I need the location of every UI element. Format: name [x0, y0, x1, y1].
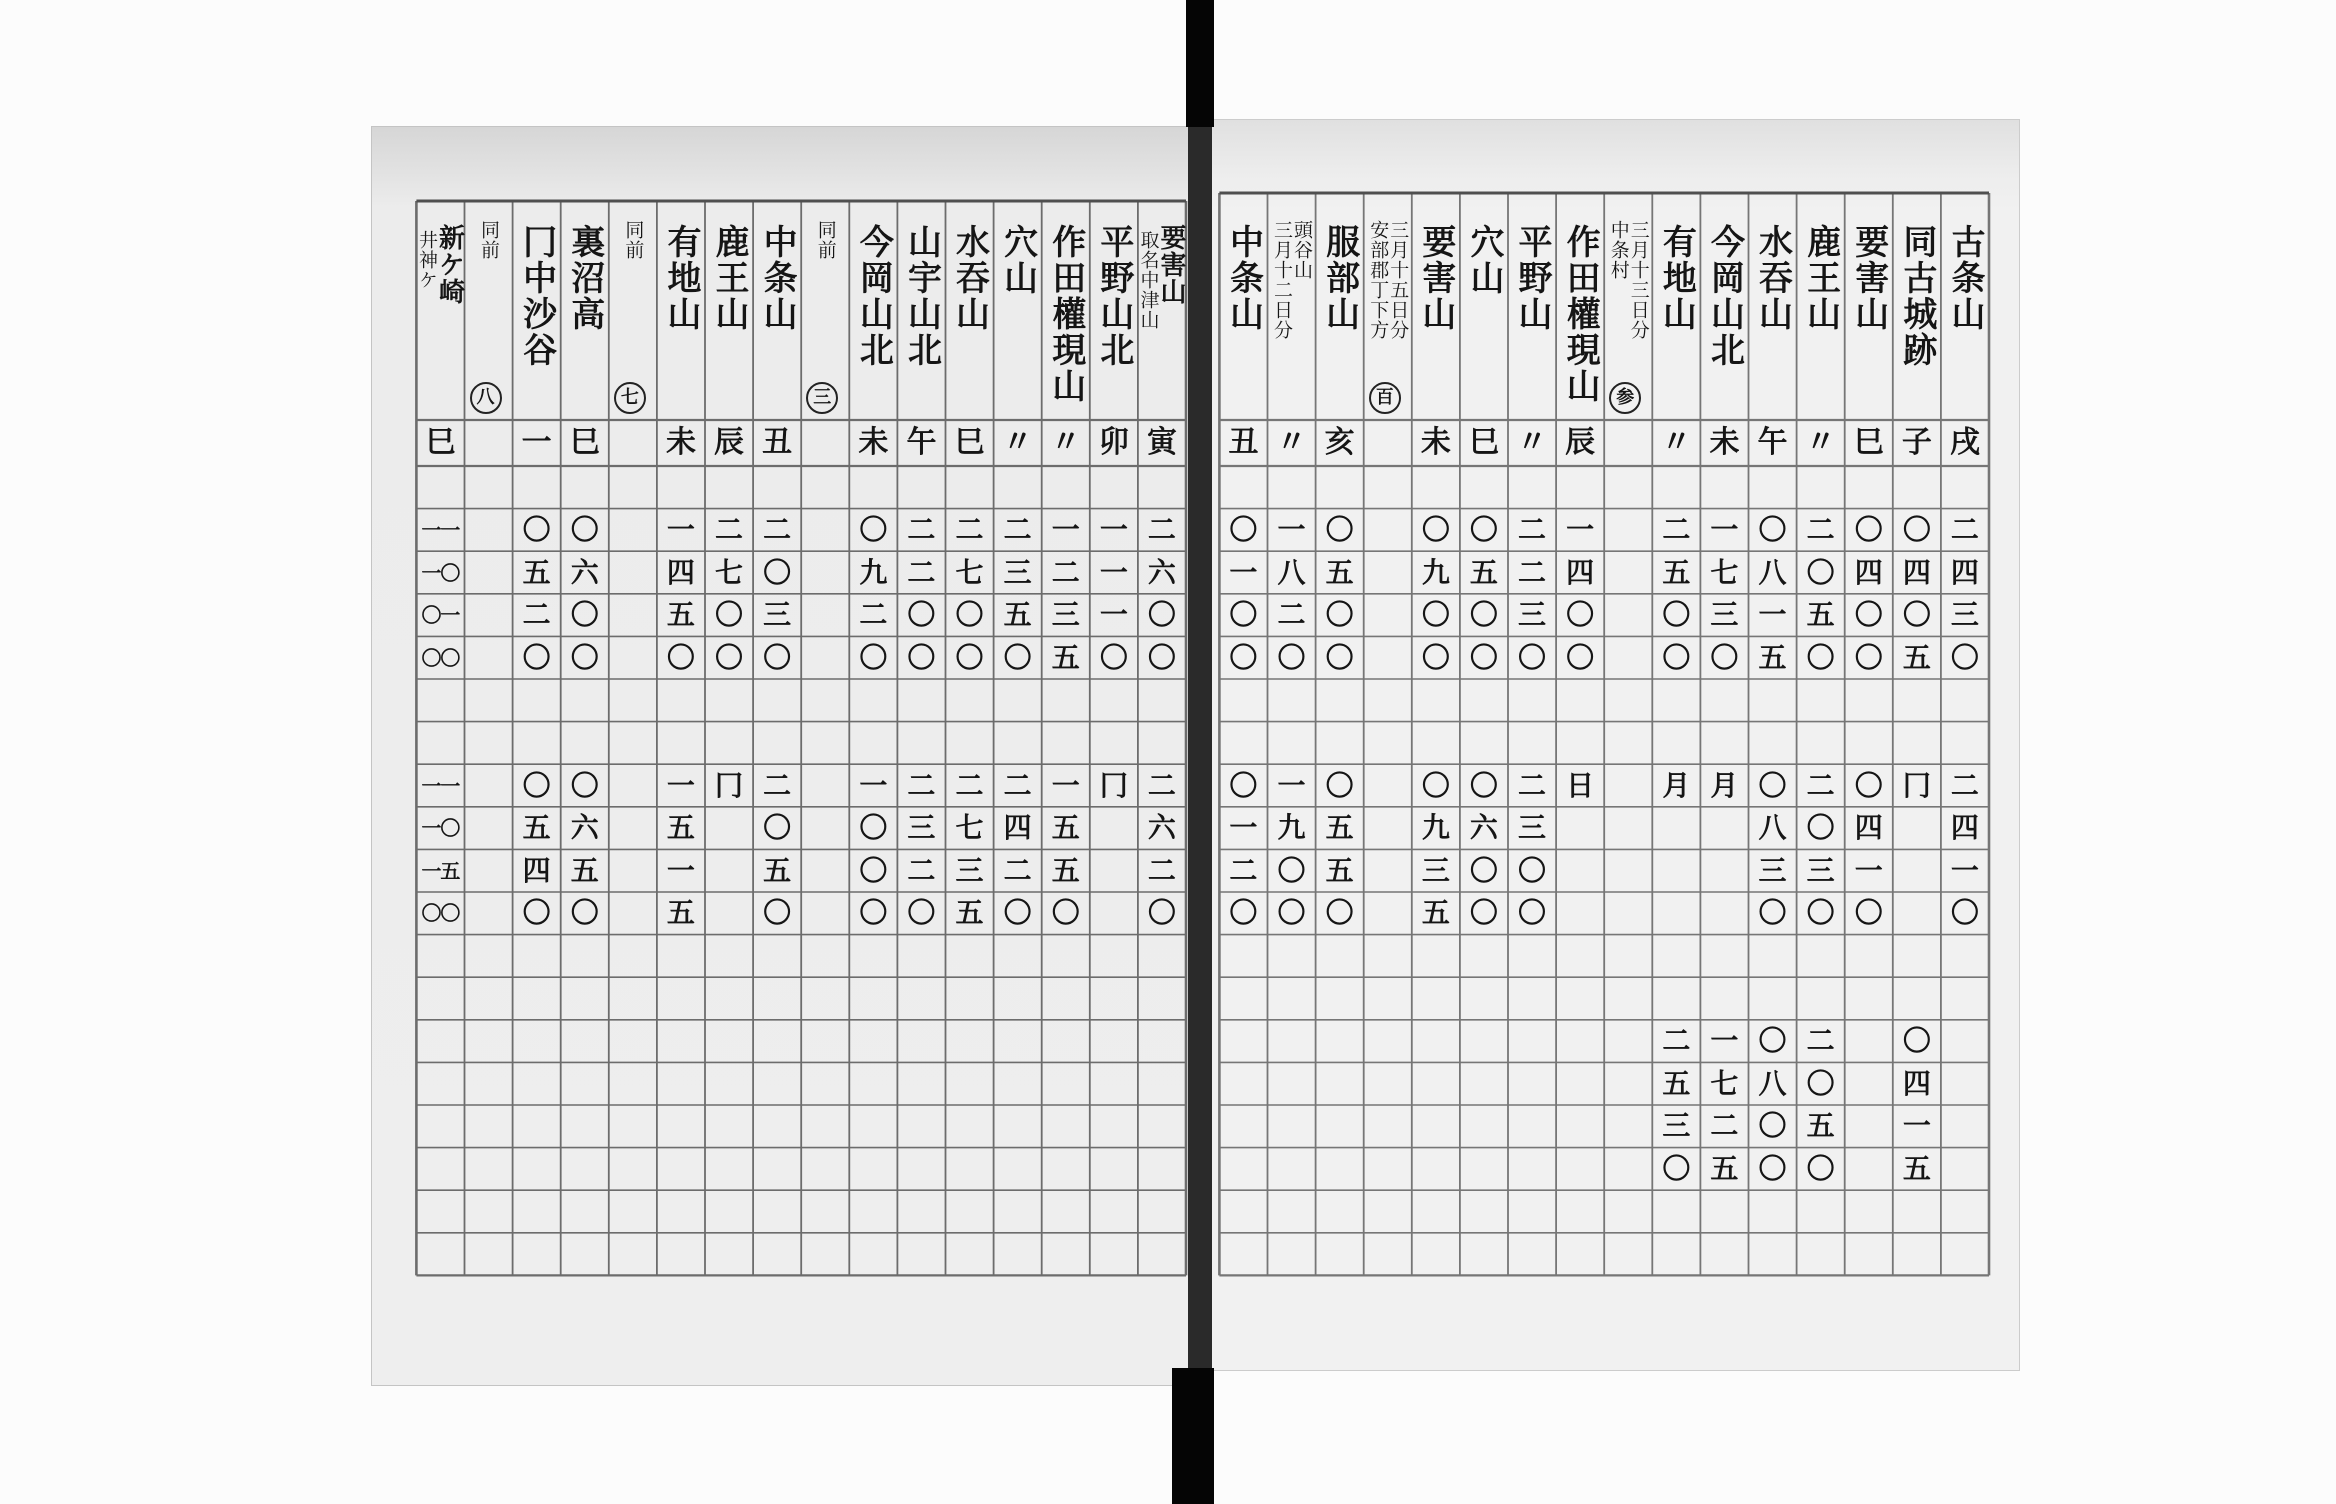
amount-digit: 〇	[1325, 598, 1354, 632]
zodiac-cell: 午	[906, 425, 937, 460]
amount-digit: 二	[1003, 512, 1032, 546]
column-title: 今岡山北	[1704, 224, 1745, 368]
amount-digit: 五	[955, 896, 984, 930]
amount-digit: 〇	[763, 555, 792, 589]
amount-digit: 一	[1229, 555, 1258, 589]
amount-digit: 〇	[1758, 768, 1787, 802]
amount-digit: 〇一	[421, 603, 460, 628]
amount-digit: 〇	[1469, 598, 1498, 632]
amount-digit: 二	[1950, 768, 1979, 802]
amount-digit: 一	[1099, 598, 1128, 632]
amount-digit: 一	[1710, 1024, 1739, 1058]
amount-digit: 五	[1662, 555, 1691, 589]
amount-digit: 九	[1421, 811, 1450, 845]
circled-mark: 百	[1369, 382, 1401, 414]
amount-digit: 〇	[522, 896, 551, 930]
column-title: 水吞山	[949, 224, 990, 332]
amount-digit: 八	[1277, 555, 1306, 589]
amount-digit: 三	[1662, 1109, 1691, 1143]
column-title: 古条山	[1944, 224, 1985, 332]
amount-digit: 〇	[1421, 640, 1450, 674]
column-title: 新ケ崎	[434, 224, 465, 305]
amount-digit: 〇	[1421, 598, 1450, 632]
amount-digit: 二	[1229, 853, 1258, 887]
amount-digit: 〇	[1902, 598, 1931, 632]
zodiac-cell: 巳	[569, 425, 600, 460]
amount-digit: 一	[1051, 512, 1080, 546]
zodiac-cell: 未	[665, 425, 696, 460]
amount-digit: 〇	[859, 640, 888, 674]
amount-digit: 〇	[1325, 768, 1354, 802]
amount-digit: 〇	[763, 896, 792, 930]
amount-digit: 日	[1566, 768, 1595, 802]
column-note: 頭谷山	[1291, 220, 1314, 280]
zodiac-cell: 戌	[1949, 425, 1980, 460]
amount-digit: 〇	[859, 811, 888, 845]
amount-digit: 〇	[570, 768, 599, 802]
amount-digit: 一	[1051, 768, 1080, 802]
amount-digit: 二	[1950, 512, 1979, 546]
amount-digit: 五	[1421, 896, 1450, 930]
amount-digit: 七	[955, 811, 984, 845]
column-title: 山宇山北	[901, 224, 942, 368]
amount-digit: 〇	[1003, 640, 1032, 674]
amount-digit: 〇	[907, 896, 936, 930]
amount-digit: 二	[1518, 768, 1547, 802]
amount-digit: 〇	[1469, 640, 1498, 674]
amount-digit: 三	[1758, 853, 1787, 887]
amount-digit: 二	[1003, 853, 1032, 887]
amount-digit: 五	[1758, 640, 1787, 674]
zodiac-cell: 辰	[1565, 425, 1596, 460]
amount-digit: 〇	[1229, 598, 1258, 632]
amount-digit: 〇	[1806, 640, 1835, 674]
amount-digit: 二	[1662, 512, 1691, 546]
column-note: 三月十二日分	[1271, 220, 1294, 340]
amount-digit: 〇	[666, 640, 695, 674]
amount-digit: 〇	[955, 598, 984, 632]
amount-digit: 八	[1758, 555, 1787, 589]
amount-digit: 〇	[1325, 512, 1354, 546]
amount-digit: 〇	[1758, 1109, 1787, 1143]
column-title: 冂中沙谷	[516, 224, 557, 368]
zodiac-cell: 午	[1757, 425, 1788, 460]
amount-digit: 八	[1758, 811, 1787, 845]
zodiac-cell: 未	[1420, 425, 1451, 460]
column-title: 服部山	[1319, 224, 1360, 332]
amount-digit: 四	[1854, 811, 1883, 845]
amount-digit: 一	[1277, 512, 1306, 546]
zodiac-cell: 一	[521, 425, 552, 460]
amount-digit: 五	[666, 598, 695, 632]
amount-digit: 六	[570, 811, 599, 845]
amount-digit: 〇	[1325, 640, 1354, 674]
amount-digit: 〇	[1229, 640, 1258, 674]
zodiac-cell: 巳	[954, 425, 985, 460]
amount-digit: 〇	[1902, 512, 1931, 546]
amount-digit: 〇	[1950, 896, 1979, 930]
amount-digit: 二	[1518, 512, 1547, 546]
zodiac-cell: 〃	[1517, 425, 1548, 460]
amount-digit: 〇	[763, 811, 792, 845]
amount-digit: 〇	[1854, 768, 1883, 802]
amount-digit: 五	[1806, 1109, 1835, 1143]
amount-digit: 二	[907, 768, 936, 802]
column-note: 同前	[478, 220, 501, 260]
amount-digit: 七	[715, 555, 744, 589]
column-note: 三月十三日分	[1627, 220, 1650, 340]
amount-digit: 六	[1147, 555, 1176, 589]
amount-digit: 二	[1806, 1024, 1835, 1058]
amount-digit: 〇	[1710, 640, 1739, 674]
column-title: 要害山	[1415, 224, 1456, 332]
amount-digit: 三	[1950, 598, 1979, 632]
amount-digit: 〇	[1566, 640, 1595, 674]
zodiac-cell: 〃	[1661, 425, 1692, 460]
amount-digit: 〇	[1147, 598, 1176, 632]
amount-digit: 〇	[907, 640, 936, 674]
amount-digit: 二	[763, 768, 792, 802]
amount-digit: 一	[859, 768, 888, 802]
column-title: 有地山	[660, 224, 701, 332]
amount-digit: 二	[1518, 555, 1547, 589]
zodiac-cell: 未	[1709, 425, 1740, 460]
amount-digit: 一	[1099, 512, 1128, 546]
zodiac-cell: 未	[858, 425, 889, 460]
column-title: 水吞山	[1752, 224, 1793, 332]
amount-digit: 〇	[1325, 896, 1354, 930]
amount-digit: 五	[1325, 853, 1354, 887]
amount-digit: 〇	[1147, 640, 1176, 674]
amount-digit: 一	[1566, 512, 1595, 546]
amount-digit: 〇	[859, 896, 888, 930]
amount-digit: 〇〇	[421, 901, 460, 926]
zodiac-cell: 〃	[1276, 425, 1307, 460]
amount-digit: 二	[1147, 512, 1176, 546]
amount-digit: 〇	[1950, 640, 1979, 674]
amount-digit: 〇	[1518, 896, 1547, 930]
amount-digit: 〇	[522, 512, 551, 546]
amount-digit: 三	[907, 811, 936, 845]
amount-digit: 三	[1518, 598, 1547, 632]
amount-digit: 五	[1051, 640, 1080, 674]
amount-digit: 〇	[1902, 1024, 1931, 1058]
amount-digit: 三	[1710, 598, 1739, 632]
amount-digit: 〇	[907, 598, 936, 632]
amount-digit: 〇	[1806, 1151, 1835, 1185]
amount-digit: 二	[1806, 768, 1835, 802]
amount-digit: 〇	[1421, 512, 1450, 546]
column-title: 作田權現山	[1560, 224, 1601, 404]
amount-digit: 〇〇	[421, 645, 460, 670]
amount-digit: 七	[1710, 555, 1739, 589]
amount-digit: 〇	[1854, 640, 1883, 674]
amount-digit: 九	[859, 555, 888, 589]
amount-digit: 六	[1469, 811, 1498, 845]
column-title: 中条山	[1223, 224, 1264, 332]
amount-digit: 一一	[421, 773, 460, 798]
amount-digit: 五	[1902, 1151, 1931, 1185]
column-title: 穴山	[997, 224, 1038, 296]
amount-digit: 〇	[1854, 512, 1883, 546]
amount-digit: 〇	[1277, 853, 1306, 887]
amount-digit: 五	[1469, 555, 1498, 589]
amount-digit: 一	[1950, 853, 1979, 887]
amount-digit: 一	[1229, 811, 1258, 845]
amount-digit: 四	[1902, 555, 1931, 589]
amount-digit: 〇	[763, 640, 792, 674]
amount-digit: 〇	[1806, 555, 1835, 589]
amount-digit: 〇	[1662, 1151, 1691, 1185]
amount-digit: 二	[907, 512, 936, 546]
amount-digit: 〇	[955, 640, 984, 674]
amount-digit: 〇	[570, 512, 599, 546]
amount-digit: 〇	[1277, 640, 1306, 674]
amount-digit: 〇	[1854, 598, 1883, 632]
amount-digit: 〇	[1758, 512, 1787, 546]
amount-digit: 五	[1051, 853, 1080, 887]
amount-digit: 五	[1710, 1151, 1739, 1185]
column-title: 鹿王山	[1800, 224, 1841, 332]
amount-digit: 一一	[421, 517, 460, 542]
amount-digit: 二	[1806, 512, 1835, 546]
amount-digit: 五	[1325, 555, 1354, 589]
amount-digit: 五	[1325, 811, 1354, 845]
zodiac-cell: 丑	[1228, 425, 1259, 460]
amount-digit: 三	[1806, 853, 1835, 887]
column-note: 安部郡丁下方	[1367, 220, 1390, 340]
zodiac-cell: 卯	[1098, 425, 1129, 460]
column-title: 穴山	[1463, 224, 1504, 296]
column-note: 三月十五日分	[1387, 220, 1410, 340]
amount-digit: 四	[1950, 555, 1979, 589]
amount-digit: 〇	[1469, 853, 1498, 887]
amount-digit: 四	[1902, 1066, 1931, 1100]
zodiac-cell: 巳	[425, 425, 456, 460]
amount-digit: 一五	[421, 858, 460, 883]
amount-digit: 〇	[1099, 640, 1128, 674]
amount-digit: 五	[1902, 640, 1931, 674]
amount-digit: 一〇	[421, 560, 460, 585]
amount-digit: 冂	[1099, 768, 1128, 802]
amount-digit: 九	[1421, 555, 1450, 589]
column-title: 平野山	[1512, 224, 1553, 332]
circled-mark: 参	[1609, 382, 1641, 414]
amount-digit: 三	[1051, 598, 1080, 632]
column-note: 中条村	[1607, 220, 1630, 280]
amount-digit: 〇	[715, 598, 744, 632]
amount-digit: 〇	[859, 512, 888, 546]
amount-digit: 三	[1421, 853, 1450, 887]
column-title: 作田權現山	[1045, 224, 1086, 404]
zodiac-cell: 子	[1901, 425, 1932, 460]
amount-digit: 五	[666, 811, 695, 845]
amount-digit: 一	[1902, 1109, 1931, 1143]
amount-digit: 〇	[1806, 811, 1835, 845]
column-title: 平野山北	[1093, 224, 1134, 368]
amount-digit: 〇	[1758, 896, 1787, 930]
amount-digit: 〇	[859, 853, 888, 887]
amount-digit: 四	[666, 555, 695, 589]
zodiac-cell: 巳	[1468, 425, 1499, 460]
amount-digit: 二	[1662, 1024, 1691, 1058]
amount-digit: 五	[1003, 598, 1032, 632]
amount-digit: 〇	[1469, 512, 1498, 546]
amount-digit: 七	[1710, 1066, 1739, 1100]
circled-mark: 八	[470, 382, 502, 414]
amount-digit: 〇	[1147, 896, 1176, 930]
amount-digit: 三	[1003, 555, 1032, 589]
amount-digit: 七	[955, 555, 984, 589]
amount-digit: 二	[955, 512, 984, 546]
amount-digit: 〇	[1421, 768, 1450, 802]
amount-digit: 〇	[1051, 896, 1080, 930]
amount-digit: 二	[955, 768, 984, 802]
amount-digit: 一	[666, 512, 695, 546]
amount-digit: 月	[1662, 768, 1691, 802]
amount-digit: 〇	[1662, 598, 1691, 632]
column-title: 有地山	[1656, 224, 1697, 332]
column-title: 同古城跡	[1896, 224, 1937, 368]
zodiac-cell: 〃	[1805, 425, 1836, 460]
amount-digit: 〇	[1758, 1024, 1787, 1058]
amount-digit: 五	[763, 853, 792, 887]
zodiac-cell: 辰	[714, 425, 745, 460]
amount-digit: 〇	[1229, 512, 1258, 546]
amount-digit: 二	[907, 555, 936, 589]
amount-digit: 〇	[1566, 598, 1595, 632]
amount-digit: 二	[1277, 598, 1306, 632]
amount-digit: 一	[1854, 853, 1883, 887]
amount-digit: 一	[1710, 512, 1739, 546]
zodiac-cell: 巳	[1853, 425, 1884, 460]
amount-digit: 冂	[715, 768, 744, 802]
amount-digit: 冂	[1902, 768, 1931, 802]
amount-digit: 〇	[570, 640, 599, 674]
amount-digit: 六	[570, 555, 599, 589]
amount-digit: 一〇	[421, 816, 460, 841]
column-note: 同前	[814, 220, 837, 260]
amount-digit: 〇	[522, 640, 551, 674]
amount-digit: 〇	[715, 640, 744, 674]
amount-digit: 〇	[1277, 896, 1306, 930]
amount-digit: 二	[763, 512, 792, 546]
zodiac-cell: 亥	[1324, 425, 1355, 460]
column-title: 要害山	[1155, 224, 1186, 305]
amount-digit: 〇	[1662, 640, 1691, 674]
amount-digit: 四	[1003, 811, 1032, 845]
amount-digit: 〇	[1806, 1066, 1835, 1100]
amount-digit: 二	[907, 853, 936, 887]
zodiac-cell: 丑	[762, 425, 793, 460]
amount-digit: 一	[666, 768, 695, 802]
column-note: 取名中津山	[1137, 230, 1160, 330]
amount-digit: 五	[522, 555, 551, 589]
zodiac-cell: 〃	[1050, 425, 1081, 460]
amount-digit: 〇	[1854, 896, 1883, 930]
column-title: 今岡山北	[853, 224, 894, 368]
amount-digit: 二	[1051, 555, 1080, 589]
amount-digit: 〇	[1229, 896, 1258, 930]
amount-digit: 三	[955, 853, 984, 887]
amount-digit: 三	[1518, 811, 1547, 845]
amount-digit: 五	[1662, 1066, 1691, 1100]
amount-digit: 五	[570, 853, 599, 887]
amount-digit: 五	[1806, 598, 1835, 632]
amount-digit: 四	[522, 853, 551, 887]
amount-digit: 〇	[570, 896, 599, 930]
amount-digit: 〇	[1469, 768, 1498, 802]
amount-digit: 〇	[570, 598, 599, 632]
amount-digit: 五	[666, 896, 695, 930]
amount-digit: 二	[859, 598, 888, 632]
amount-digit: 〇	[1806, 896, 1835, 930]
column-title: 要害山	[1848, 224, 1889, 332]
amount-digit: 一	[1758, 598, 1787, 632]
amount-digit: 〇	[1758, 1151, 1787, 1185]
amount-digit: 一	[1277, 768, 1306, 802]
amount-digit: 二	[715, 512, 744, 546]
amount-digit: 二	[522, 598, 551, 632]
amount-digit: 二	[1003, 768, 1032, 802]
amount-digit: 〇	[1229, 768, 1258, 802]
column-note: 井神ケ	[415, 230, 438, 290]
amount-digit: 九	[1277, 811, 1306, 845]
amount-digit: 四	[1566, 555, 1595, 589]
amount-digit: 〇	[1518, 853, 1547, 887]
amount-digit: 一	[666, 853, 695, 887]
zodiac-cell: 〃	[1002, 425, 1033, 460]
amount-digit: 五	[1051, 811, 1080, 845]
amount-digit: 二	[1710, 1109, 1739, 1143]
column-title: 中条山	[757, 224, 798, 332]
amount-digit: 四	[1854, 555, 1883, 589]
column-title: 鹿王山	[709, 224, 750, 332]
column-title: 裏沼高	[564, 224, 605, 332]
column-note: 同前	[622, 220, 645, 260]
amount-digit: 三	[763, 598, 792, 632]
circled-mark: 三	[806, 382, 838, 414]
amount-digit: 二	[1147, 853, 1176, 887]
amount-digit: 月	[1710, 768, 1739, 802]
amount-digit: 六	[1147, 811, 1176, 845]
amount-digit: 〇	[522, 768, 551, 802]
amount-digit: 一	[1099, 555, 1128, 589]
circled-mark: 七	[614, 382, 646, 414]
zodiac-cell: 寅	[1146, 425, 1177, 460]
amount-digit: 〇	[1518, 640, 1547, 674]
amount-digit: 五	[522, 811, 551, 845]
amount-digit: 八	[1758, 1066, 1787, 1100]
amount-digit: 〇	[1469, 896, 1498, 930]
amount-digit: 四	[1950, 811, 1979, 845]
amount-digit: 〇	[1003, 896, 1032, 930]
amount-digit: 二	[1147, 768, 1176, 802]
